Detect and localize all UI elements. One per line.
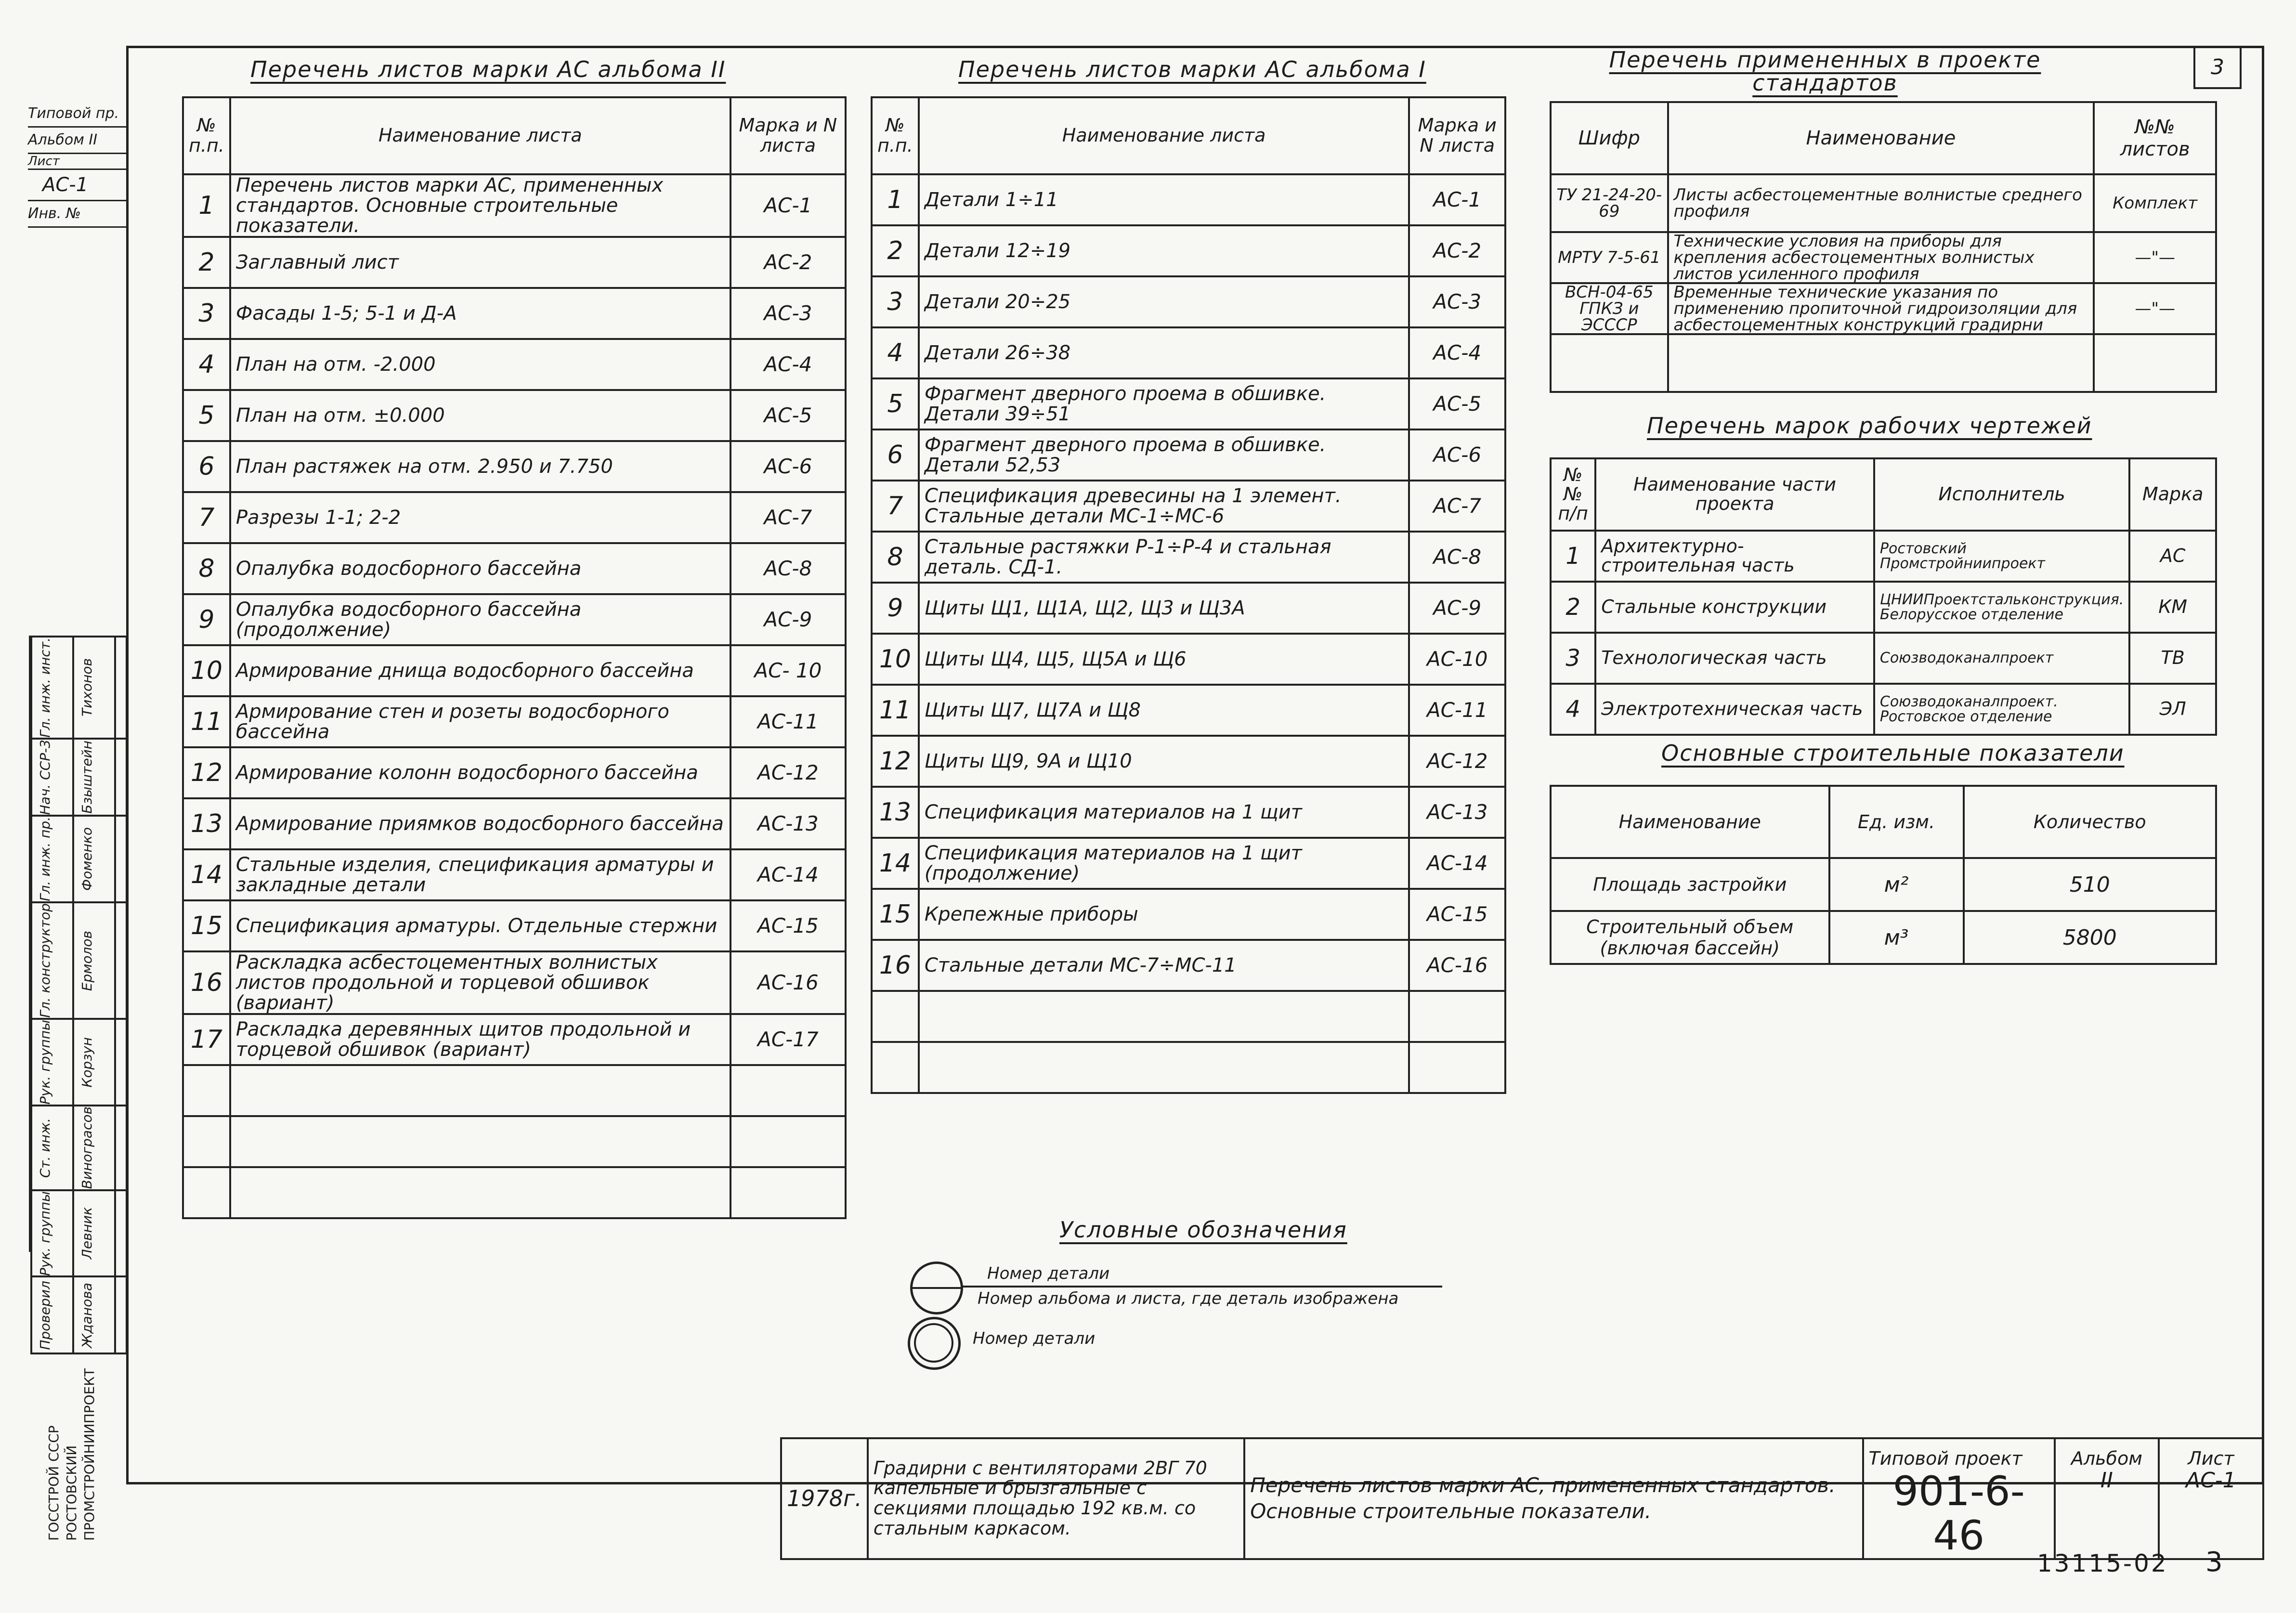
tb-album-value: II — [2100, 1468, 2113, 1493]
row-mark: АС-12 — [731, 747, 846, 798]
inventory-number: 13115-02 — [2037, 1549, 2168, 1577]
sign-name: Жданова — [79, 1282, 95, 1348]
row-mark: АС-4 — [1409, 327, 1505, 378]
table-row — [1551, 684, 2216, 735]
indicator-unit: м³ — [1829, 911, 1964, 964]
mark-name: Технологическая часть — [1595, 633, 1874, 684]
table-row — [872, 276, 1505, 327]
table-row — [872, 583, 1505, 634]
table-row — [183, 441, 846, 492]
table-row — [1551, 633, 2216, 684]
row-number: 17 — [183, 1014, 230, 1065]
marks-caption: Перечень марок рабочих чертежей — [1647, 413, 2092, 439]
title-block — [780, 1437, 2264, 1560]
standard-sheets: Комплект — [2094, 174, 2216, 232]
mark-number: 1 — [1551, 531, 1595, 582]
album1-table — [871, 96, 1506, 1094]
album1-header-num: № п.п. — [872, 97, 919, 174]
row-mark: АС-2 — [1409, 225, 1505, 276]
table-row — [183, 849, 846, 900]
row-number: 6 — [183, 441, 230, 492]
row-name: Раскладка деревянных щитов продольной и торцевой обшивок (вариант) — [230, 1014, 731, 1065]
indicator-name: Площадь застройки — [1551, 858, 1829, 911]
row-number: 4 — [872, 327, 919, 378]
row-name: Фрагмент дверного проема в обшивке. Детали 52,53 — [919, 429, 1409, 481]
marks-table — [1550, 457, 2217, 736]
table-row — [1551, 174, 2216, 232]
row-number: 5 — [872, 378, 919, 429]
row-number: 9 — [183, 594, 230, 645]
standards-caption: Перечень примененных в проекте стандартов — [1609, 47, 2041, 96]
tb-sheet-name: Перечень листов марки АС, примененных стандартов. Основные строительные показатели. — [1244, 1438, 1863, 1559]
signature-strip — [29, 636, 128, 1350]
mark-code: ТВ — [2129, 633, 2216, 684]
table-row — [872, 991, 1505, 1042]
row-number: 6 — [872, 429, 919, 481]
tb-album-label: Альбом — [2071, 1448, 2142, 1469]
table-row — [872, 940, 1505, 991]
row-number: 1 — [872, 174, 919, 225]
legend-line-2: Номер альбома и листа, где деталь изображена — [978, 1289, 1399, 1308]
row-mark: АС-3 — [1409, 276, 1505, 327]
row-name: Стальные изделия, спецификация арматуры и закладные детали — [230, 849, 731, 900]
row-number: 8 — [872, 532, 919, 583]
table-row — [872, 685, 1505, 736]
row-name: Спецификация материалов на 1 щит — [919, 787, 1409, 838]
album1-header-name: Наименование листа — [919, 97, 1409, 174]
album2-header-num: № п.п. — [183, 97, 230, 174]
table-row — [183, 237, 846, 288]
row-number: 16 — [872, 940, 919, 991]
table-row — [872, 327, 1505, 378]
table-row — [183, 645, 846, 696]
row-number: 12 — [183, 747, 230, 798]
table-row — [183, 798, 846, 849]
row-number: 5 — [183, 390, 230, 441]
standards-header-code: Шифр — [1551, 102, 1668, 174]
row-mark: АС-11 — [1409, 685, 1505, 736]
mark-executor: Союзводоканалпроект — [1874, 633, 2129, 684]
indicator-quantity: 5800 — [1964, 911, 2216, 964]
table-row — [872, 225, 1505, 276]
row-name: Армирование приямков водосборного бассейна — [230, 798, 731, 849]
bottom-page-number: 3 — [2205, 1547, 2223, 1578]
standard-name: Технические условия на приборы для крепления асбестоцементных волнистых листов усиленного профиля — [1668, 232, 2094, 283]
table-row — [183, 492, 846, 543]
standards-header-name: Наименование — [1668, 102, 2094, 174]
row-name: Детали 26÷38 — [919, 327, 1409, 378]
row-number: 7 — [183, 492, 230, 543]
organization-stamp — [46, 1367, 123, 1541]
tb-project-name: Градирни с вентиляторами 2ВГ 70 капельные и брызгальные с секциями площадью 192 кв.м. со стальным каркасом. — [868, 1438, 1244, 1559]
row-name: Спецификация материалов на 1 щит (продолжение) — [919, 838, 1409, 889]
mark-number: 3 — [1551, 633, 1595, 684]
album1-caption: Перечень листов марки АС альбома I — [958, 56, 1426, 82]
row-number: 10 — [872, 634, 919, 685]
marks-header-name: Наименование части проекта — [1595, 458, 1874, 531]
row-number: 2 — [872, 225, 919, 276]
org-line-3: ПРОМСТРОЙНИИПРОЕКТ — [81, 1368, 97, 1541]
mark-name: Электротехническая часть — [1595, 684, 1874, 735]
table-row — [1551, 858, 2216, 911]
table-row — [872, 378, 1505, 429]
row-number: 3 — [183, 288, 230, 339]
standard-code: ТУ 21-24-20-69 — [1551, 174, 1668, 232]
row-number: 13 — [183, 798, 230, 849]
row-number: 15 — [183, 900, 230, 951]
row-mark: АС-16 — [731, 951, 846, 1014]
table-row — [183, 1167, 846, 1218]
table-row — [1551, 531, 2216, 582]
row-name: Спецификация древесины на 1 элемент. Стальные детали МС-1÷МС-6 — [919, 481, 1409, 532]
table-row — [183, 900, 846, 951]
sign-name: Винограсов — [79, 1106, 95, 1189]
table-row — [1551, 582, 2216, 633]
signature-table — [30, 636, 128, 1354]
row-number: 4 — [183, 339, 230, 390]
sign-role: Гл. инж. пр. — [37, 817, 53, 902]
album2-header-mark: Марка и N листа — [731, 97, 846, 174]
row-mark: АС-11 — [731, 696, 846, 747]
row-mark: АС-6 — [1409, 429, 1505, 481]
detail-circle-split-icon — [910, 1262, 963, 1314]
table-row — [183, 951, 846, 1014]
standard-name: Листы асбестоцементные волнистые среднего профиля — [1668, 174, 2094, 232]
album2-header-name: Наименование листа — [230, 97, 731, 174]
row-number: 16 — [183, 951, 230, 1014]
sign-role: Ст. инж. — [37, 1118, 53, 1178]
sign-name: Ермолов — [79, 930, 95, 991]
sign-role: Рук. группы — [37, 1020, 53, 1105]
sign-name: Тихонов — [79, 658, 95, 717]
row-name: План на отм. -2.000 — [230, 339, 731, 390]
mark-executor: Ростовский Промстройниипроект — [1874, 531, 2129, 582]
sidebar-item-album: Альбом II — [28, 128, 126, 154]
row-mark: АС-12 — [1409, 736, 1505, 787]
tb-list-value: АС-1 — [2185, 1468, 2236, 1493]
table-row — [872, 532, 1505, 583]
indicators-header-qty: Количество — [1964, 786, 2216, 858]
sign-name: Корзун — [79, 1037, 95, 1088]
row-name: Щиты Щ1, Щ1А, Щ2, Щ3 и Щ3А — [919, 583, 1409, 634]
row-mark: АС-2 — [731, 237, 846, 288]
sign-name: Бзыштейн — [79, 741, 95, 814]
row-mark: АС-7 — [731, 492, 846, 543]
sign-role: Нач. ССР-3 — [37, 739, 53, 815]
row-mark: АС-5 — [1409, 378, 1505, 429]
row-name: Заглавный лист — [230, 237, 731, 288]
row-number: 2 — [183, 237, 230, 288]
row-mark: АС-13 — [731, 798, 846, 849]
standard-name: Временные технические указания по применению пропиточной гидроизоляции для асбестоцементных конструкций градирни — [1668, 283, 2094, 334]
marks-header-exec: Исполнитель — [1874, 458, 2129, 531]
row-mark: АС-9 — [1409, 583, 1505, 634]
mark-code: КМ — [2129, 582, 2216, 633]
row-mark: АС-8 — [731, 543, 846, 594]
page-number: 3 — [2211, 55, 2224, 79]
row-number: 1 — [183, 174, 230, 237]
row-mark: АС-7 — [1409, 481, 1505, 532]
table-row — [872, 174, 1505, 225]
row-mark: АС-17 — [731, 1014, 846, 1065]
table-row — [872, 889, 1505, 940]
table-row — [872, 736, 1505, 787]
table-row — [183, 696, 846, 747]
table-row — [872, 429, 1505, 481]
row-number: 11 — [183, 696, 230, 747]
row-number: 10 — [183, 645, 230, 696]
row-name: Опалубка водосборного бассейна — [230, 543, 731, 594]
indicator-unit: м² — [1829, 858, 1964, 911]
row-mark: АС-14 — [731, 849, 846, 900]
row-mark: АС-16 — [1409, 940, 1505, 991]
row-name: Опалубка водосборного бассейна (продолжение) — [230, 594, 731, 645]
row-name: Разрезы 1-1; 2-2 — [230, 492, 731, 543]
row-name: Фасады 1-5; 5-1 и Д-А — [230, 288, 731, 339]
row-name: Детали 1÷11 — [919, 174, 1409, 225]
album2-caption: Перечень листов марки АС альбома II — [250, 56, 726, 82]
indicators-table — [1550, 785, 2217, 965]
legend-line-1: Номер детали — [987, 1264, 1110, 1283]
tb-tp-label: Типовой проект — [1868, 1448, 2022, 1469]
legend-line-3: Номер детали — [973, 1329, 1096, 1348]
sign-role: Гл. инж. инст. — [37, 637, 53, 738]
row-name: Стальные детали МС-7÷МС-11 — [919, 940, 1409, 991]
row-name: Перечень листов марки АС, примененных стандартов. Основные строительные показатели. — [230, 174, 731, 237]
table-row — [872, 481, 1505, 532]
standard-code: ВСН-04-65 ГПКЗ и ЭСССР — [1551, 283, 1668, 334]
row-number: 11 — [872, 685, 919, 736]
table-row — [183, 1116, 846, 1167]
row-mark: АС-1 — [1409, 174, 1505, 225]
row-name: Щиты Щ9, 9А и Щ10 — [919, 736, 1409, 787]
mark-number: 2 — [1551, 582, 1595, 633]
page-number-box — [2193, 46, 2242, 89]
row-mark: АС- 10 — [731, 645, 846, 696]
sidebar-stamp — [28, 101, 126, 241]
table-row — [183, 747, 846, 798]
table-row — [872, 1042, 1505, 1093]
row-mark: АС-10 — [1409, 634, 1505, 685]
row-mark: АС-5 — [731, 390, 846, 441]
tb-year: 1978г. — [781, 1438, 868, 1559]
row-mark: АС-15 — [1409, 889, 1505, 940]
row-name: Фрагмент дверного проема в обшивке. Детали 39÷51 — [919, 378, 1409, 429]
table-row — [183, 543, 846, 594]
table-row — [183, 1065, 846, 1116]
org-line-2: РОСТОВСКИЙ — [64, 1445, 79, 1541]
sidebar-item-list: Лист — [28, 154, 126, 170]
row-mark: АС-9 — [731, 594, 846, 645]
album2-table — [182, 96, 847, 1219]
row-name: План растяжек на отм. 2.950 и 7.750 — [230, 441, 731, 492]
row-number: 7 — [872, 481, 919, 532]
row-name: Детали 12÷19 — [919, 225, 1409, 276]
table-row — [183, 288, 846, 339]
tb-album — [2055, 1438, 2159, 1559]
row-name: Щиты Щ7, Щ7А и Щ8 — [919, 685, 1409, 736]
table-row — [1551, 283, 2216, 334]
row-name: План на отм. ±0.000 — [230, 390, 731, 441]
sign-role: Рук. группы — [37, 1191, 53, 1276]
row-number: 8 — [183, 543, 230, 594]
row-name: Спецификация арматуры. Отдельные стержни — [230, 900, 731, 951]
row-number: 3 — [872, 276, 919, 327]
indicators-header-unit: Ед. изм. — [1829, 786, 1964, 858]
org-line-1: ГОССТРОЙ СССР — [46, 1425, 62, 1541]
row-name: Армирование колонн водосборного бассейна — [230, 747, 731, 798]
row-mark: АС-15 — [731, 900, 846, 951]
sidebar-item-tp: Типовой пр. — [28, 101, 126, 128]
row-mark: АС-4 — [731, 339, 846, 390]
legend-caption: Условные обозначения — [1059, 1217, 1347, 1243]
table-row — [1551, 232, 2216, 283]
marks-header-mark: Марка — [2129, 458, 2216, 531]
table-row — [183, 1014, 846, 1065]
mark-name: Стальные конструкции — [1595, 582, 1874, 633]
sign-name: Фоменко — [79, 827, 95, 891]
table-row — [183, 594, 846, 645]
album1-header-mark: Марка и N листа — [1409, 97, 1505, 174]
row-name: Стальные растяжки Р-1÷Р-4 и стальная деталь. СД-1. — [919, 532, 1409, 583]
row-name: Щиты Щ4, Щ5, Щ5А и Щ6 — [919, 634, 1409, 685]
row-number: 12 — [872, 736, 919, 787]
row-name: Армирование стен и розеты водосборного бассейна — [230, 696, 731, 747]
row-mark: АС-14 — [1409, 838, 1505, 889]
row-number: 13 — [872, 787, 919, 838]
sign-role: Гл. конструктор — [37, 903, 53, 1018]
detail-circle-double-icon — [908, 1317, 961, 1370]
standards-header-sheets: №№ листов — [2094, 102, 2216, 174]
tb-tp-value: 901-6-46 — [1892, 1467, 2025, 1560]
tb-list-label: Лист — [2188, 1448, 2234, 1469]
row-mark: АС-3 — [731, 288, 846, 339]
row-mark: АС-6 — [731, 441, 846, 492]
standard-code: МРТУ 7-5-61 — [1551, 232, 1668, 283]
row-number: 14 — [183, 849, 230, 900]
row-mark: АС-8 — [1409, 532, 1505, 583]
table-row — [872, 634, 1505, 685]
row-name: Раскладка асбестоцементных волнистых листов продольной и торцевой обшивок (вариант) — [230, 951, 731, 1014]
row-number: 14 — [872, 838, 919, 889]
mark-executor: ЦНИИПроектстальконструкция. Белорусское отделение — [1874, 582, 2129, 633]
mark-code: АС — [2129, 531, 2216, 582]
mark-number: 4 — [1551, 684, 1595, 735]
row-number: 15 — [872, 889, 919, 940]
row-name: Детали 20÷25 — [919, 276, 1409, 327]
mark-name: Архитектурно-строительная часть — [1595, 531, 1874, 582]
indicator-quantity: 510 — [1964, 858, 2216, 911]
row-number: 9 — [872, 583, 919, 634]
marks-header-num: №№ п/п — [1551, 458, 1595, 531]
standard-sheets: —"— — [2094, 232, 2216, 283]
table-row — [872, 838, 1505, 889]
standard-sheets: —"— — [2094, 283, 2216, 334]
sign-name: Левник — [79, 1207, 95, 1260]
indicators-header-name: Наименование — [1551, 786, 1829, 858]
sign-role: Проверил — [37, 1280, 53, 1350]
row-mark: АС-13 — [1409, 787, 1505, 838]
indicator-name: Строительный объем (включая бассейн) — [1551, 911, 1829, 964]
standards-table — [1550, 101, 2217, 393]
row-mark: АС-1 — [731, 174, 846, 237]
tb-list — [2159, 1438, 2263, 1559]
table-row — [183, 174, 846, 237]
row-name: Крепежные приборы — [919, 889, 1409, 940]
table-row — [1551, 911, 2216, 964]
table-row — [183, 339, 846, 390]
table-row — [183, 390, 846, 441]
mark-code: ЭЛ — [2129, 684, 2216, 735]
tb-typical-project — [1863, 1438, 2055, 1559]
row-name: Армирование днища водосборного бассейна — [230, 645, 731, 696]
mark-executor: Союзводоканалпроект. Ростовское отделение — [1874, 684, 2129, 735]
indicators-caption: Основные строительные показатели — [1661, 740, 2125, 766]
sidebar-item-inv: Инв. № — [28, 201, 126, 228]
sidebar-item-sheet: АС-1 — [28, 170, 126, 201]
table-row — [872, 787, 1505, 838]
